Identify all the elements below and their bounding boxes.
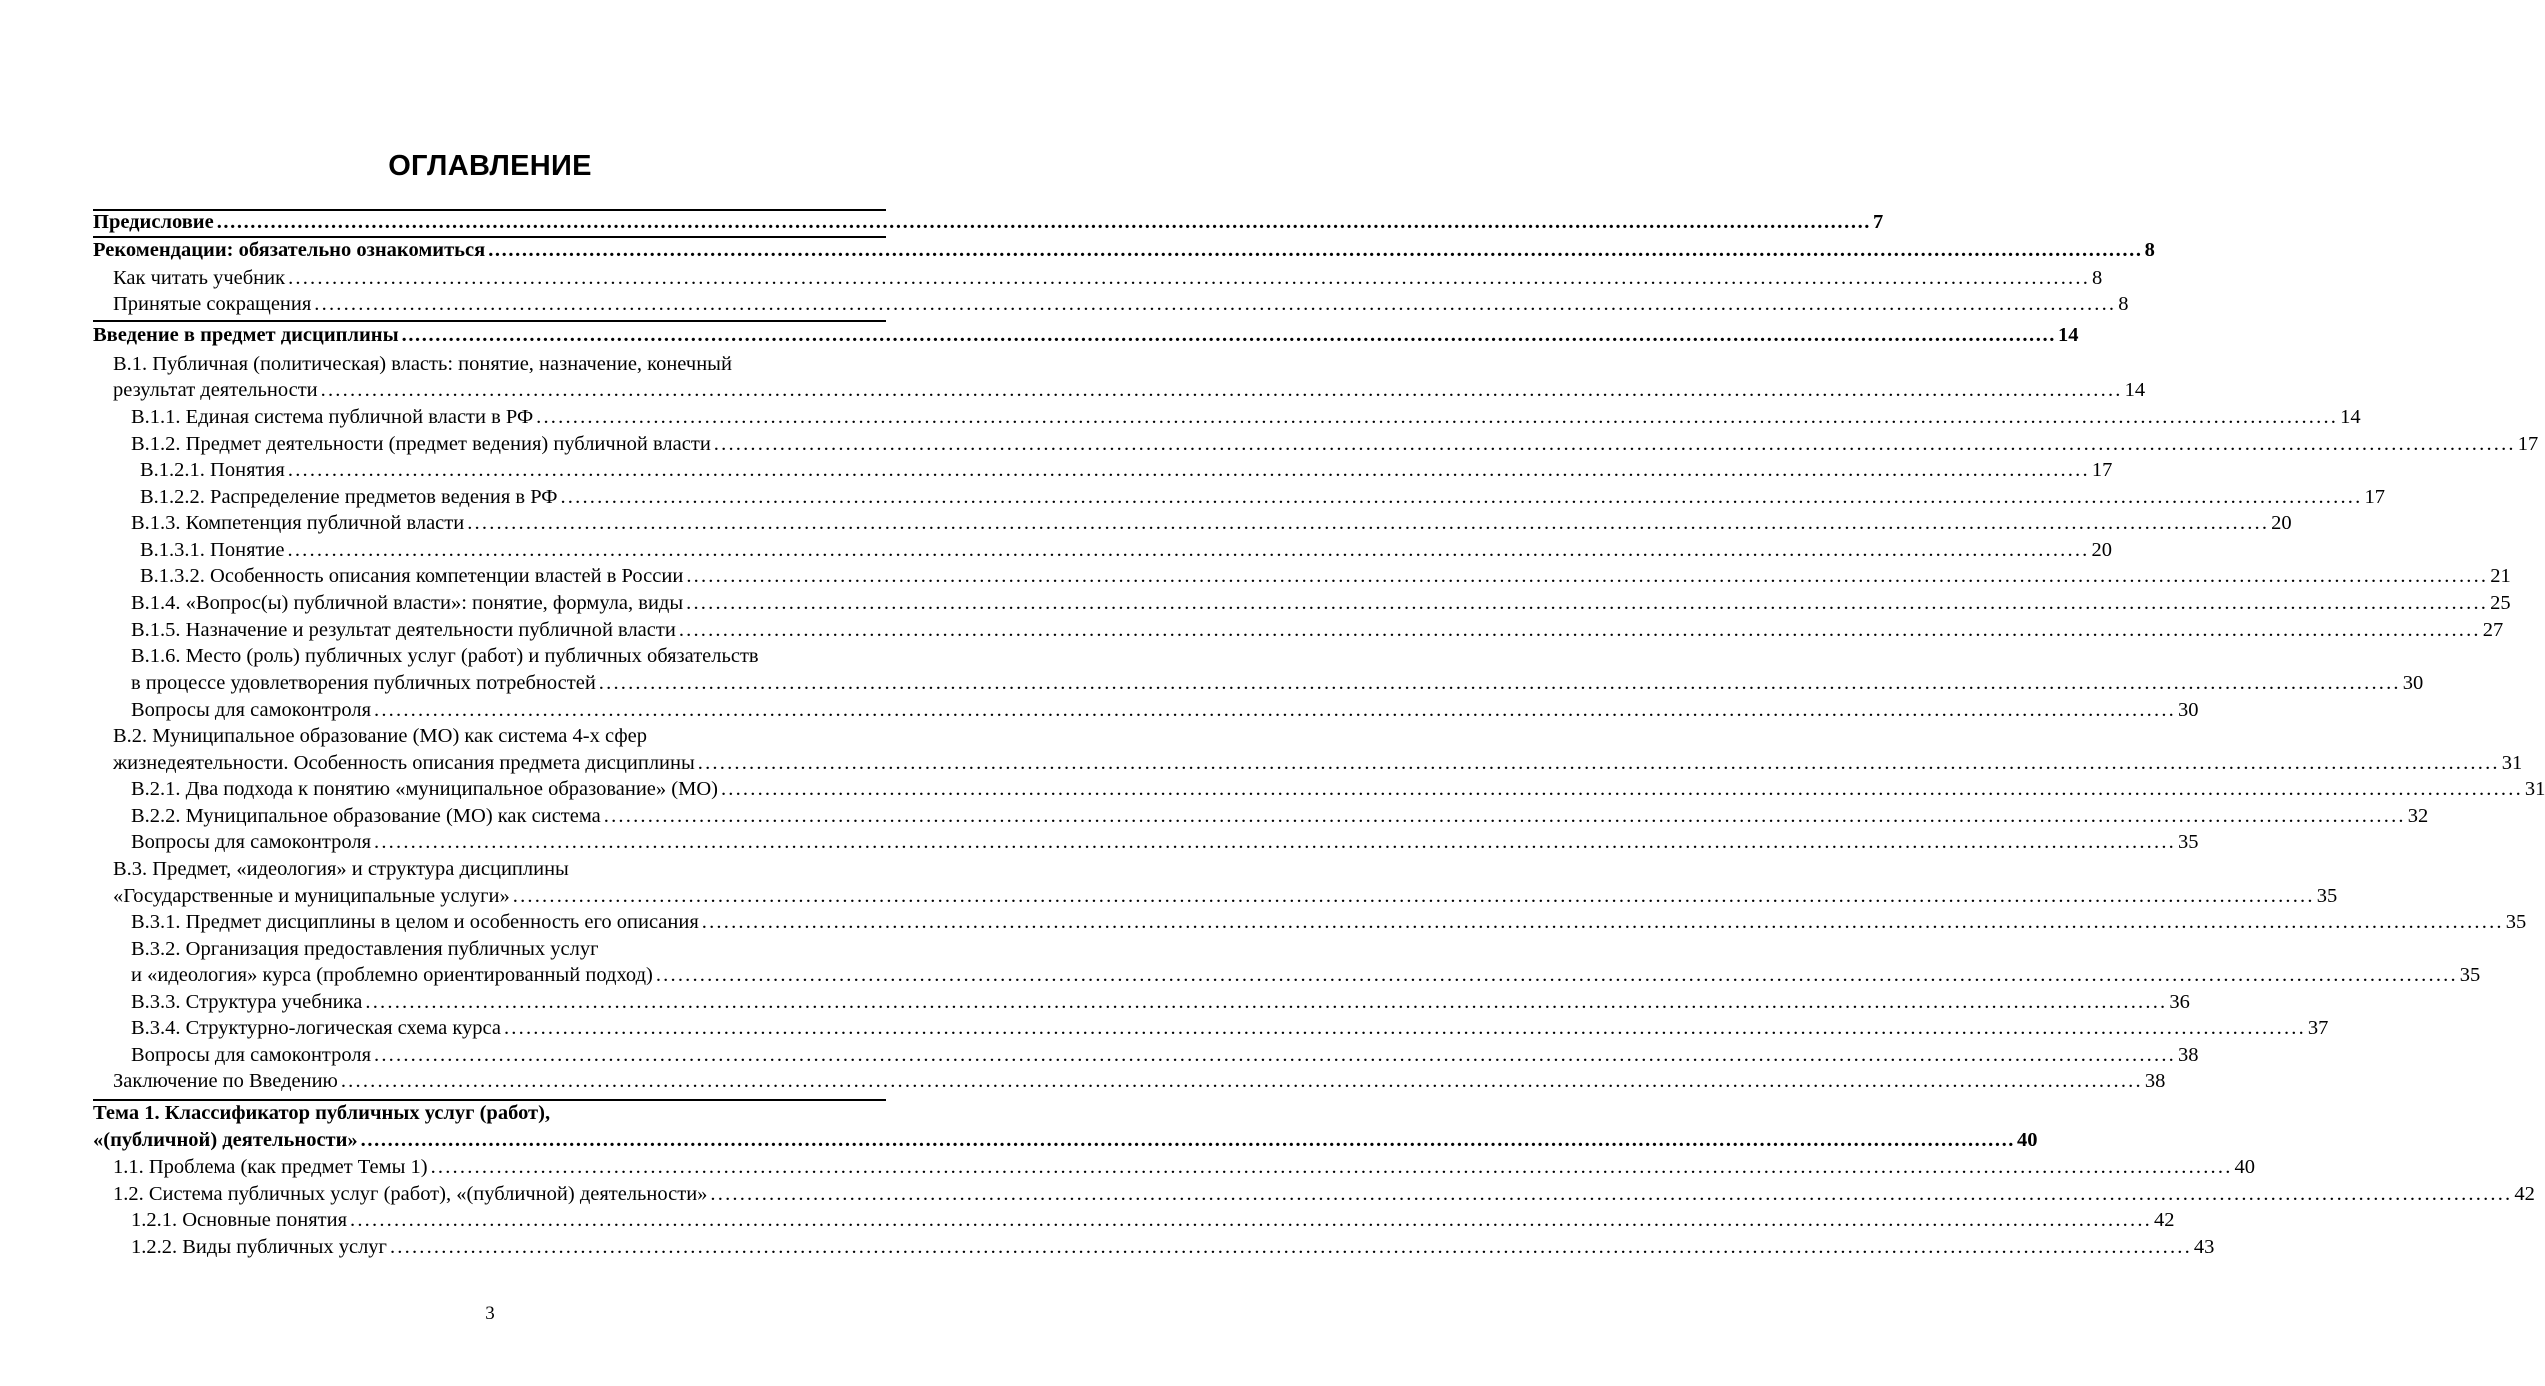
dot-leader: ......................................................................................................................................................................................................................................................	[720, 778, 2523, 800]
toc-entry[interactable]	[93, 291, 2129, 318]
dot-leader: ......................................................................................................................................................................................................................................................	[467, 512, 2270, 534]
dot-leader: ......................................................................................................................................................................................................................................................	[287, 539, 2090, 561]
toc-entry-page: 42	[2514, 1183, 2535, 1205]
toc-entry-title: Принятые сокращения	[113, 293, 312, 315]
dot-leader: ......................................................................................................................................................................................................................................................	[216, 211, 1872, 233]
toc-entry-page: 17	[2091, 459, 2113, 481]
toc-entry-page: 32	[2407, 805, 2429, 827]
toc-entry[interactable]	[93, 265, 2103, 292]
toc-entry[interactable]	[93, 322, 2079, 349]
toc-entry-title: В.1.2. Предмет деятельности (предмет ведения) публичной власти	[131, 433, 711, 455]
toc-entry-page: 25	[2490, 592, 2511, 614]
toc-entry-page: 14	[2057, 324, 2079, 346]
toc-entry[interactable]	[93, 590, 2511, 617]
toc-entry-page: 30	[2177, 699, 2199, 721]
toc-entry[interactable]	[93, 829, 2199, 856]
toc-entry[interactable]	[93, 457, 2113, 484]
toc-entry-page: 8	[2144, 239, 2155, 261]
toc-entry-page: 14	[2340, 406, 2361, 428]
toc-entry-page: 35	[2459, 964, 2481, 986]
toc-entry-title[interactable]: В.3.2. Организация предоставления публичных услуг	[131, 938, 599, 960]
toc-entry[interactable]	[93, 1127, 2038, 1154]
toc-entry-title[interactable]: В.2. Муниципальное образование (МО) как система 4-х сфер	[113, 725, 647, 747]
toc-entry[interactable]	[93, 697, 2199, 724]
toc-entry-title: 1.2.2. Виды публичных услуг	[131, 1236, 387, 1258]
toc-entry-page: 17	[2517, 433, 2539, 455]
toc-entry-title: Вопросы для самоконтроля	[131, 1044, 372, 1066]
toc-entry[interactable]	[93, 803, 2429, 830]
toc-entry-page: 21	[2490, 565, 2511, 587]
toc-entry[interactable]	[93, 989, 2190, 1016]
dot-leader: ......................................................................................................................................................................................................................................................	[560, 486, 2363, 508]
toc-entry[interactable]	[93, 909, 2527, 936]
toc-entry-title: «(публичной) деятельности»	[93, 1129, 358, 1151]
toc-entry-page: 8	[2092, 267, 2103, 289]
toc-entry-title[interactable]: В.1.6. Место (роль) публичных услуг (работ) и публичных обязательств	[131, 645, 759, 667]
toc-entry-title: в процессе удовлетворения публичных потребностей	[131, 672, 596, 694]
toc-entry-page: 38	[2144, 1070, 2166, 1092]
dot-leader: ......................................................................................................................................................................................................................................................	[287, 459, 2090, 481]
toc-entry-page: 30	[2402, 672, 2424, 694]
dot-leader: ......................................................................................................................................................................................................................................................	[314, 293, 2117, 315]
toc-entry-title: В.1.4. «Вопрос(ы) публичной власти»: понятие, формула, виды	[131, 592, 684, 614]
toc-entry-title: В.1.2.2. Распределение предметов ведения в РФ	[140, 486, 558, 508]
toc-entry-page: 42	[2153, 1209, 2175, 1231]
toc-entry-page: 8	[2118, 293, 2129, 315]
toc-entry[interactable]	[93, 563, 2511, 590]
toc-entry-page: 35	[2177, 831, 2199, 853]
dot-leader: ......................................................................................................................................................................................................................................................	[536, 406, 2339, 428]
toc-entry[interactable]	[93, 377, 2146, 404]
toc-entry-page: 27	[2482, 619, 2504, 641]
dot-leader: ......................................................................................................................................................................................................................................................	[389, 1236, 2192, 1258]
toc-entry-page: 40	[2234, 1156, 2256, 1178]
dot-leader: ......................................................................................................................................................................................................................................................	[710, 1183, 2513, 1205]
dot-leader: ......................................................................................................................................................................................................................................................	[655, 964, 2458, 986]
toc-entry[interactable]	[93, 1015, 2329, 1042]
dot-leader: ......................................................................................................................................................................................................................................................	[288, 267, 2091, 289]
toc-entry-title: «Государственные и муниципальные услуги»	[113, 885, 510, 907]
toc-entry-title: В.1.3. Компетенция публичной власти	[131, 512, 465, 534]
toc-entry[interactable]	[93, 670, 2424, 697]
dot-leader: ......................................................................................................................................................................................................................................................	[401, 324, 2056, 346]
toc-entry-page: 36	[2169, 991, 2190, 1013]
toc-entry-page: 37	[2307, 1017, 2329, 1039]
toc-entry-title: В.3.4. Структурно-логическая схема курса	[131, 1017, 501, 1039]
toc-entry-page: 35	[2316, 885, 2338, 907]
toc-entry[interactable]	[93, 617, 2504, 644]
dot-leader: ......................................................................................................................................................................................................................................................	[697, 752, 2500, 774]
dot-leader: ......................................................................................................................................................................................................................................................	[365, 991, 2168, 1013]
toc-entry-title: В.2.2. Муниципальное образование (МО) как система	[131, 805, 601, 827]
toc-entry-page: 31	[2501, 752, 2523, 774]
toc-entry-page: 40	[2017, 1129, 2038, 1151]
toc-entry[interactable]	[93, 1207, 2175, 1234]
dot-leader: ......................................................................................................................................................................................................................................................	[512, 885, 2315, 907]
dot-leader: ......................................................................................................................................................................................................................................................	[701, 911, 2504, 933]
toc-title: ОГЛАВЛЕНИЕ	[388, 150, 592, 182]
toc-entry-title: 1.2. Система публичных услуг (работ), «(публичной) деятельности»	[113, 1183, 708, 1205]
toc-entry[interactable]	[93, 484, 2385, 511]
toc-entry-title[interactable]: В.1. Публичная (политическая) власть: понятие, назначение, конечный	[113, 353, 732, 375]
toc-entry-title: Введение в предмет дисциплины	[93, 324, 399, 346]
dot-leader: ......................................................................................................................................................................................................................................................	[488, 239, 2143, 261]
toc-entry-title: 1.1. Проблема (как предмет Темы 1)	[113, 1156, 428, 1178]
toc-entry[interactable]	[93, 962, 2481, 989]
toc-entry-page: 31	[2524, 778, 2545, 800]
toc-entry-page: 43	[2193, 1236, 2215, 1258]
dot-leader: ......................................................................................................................................................................................................................................................	[374, 831, 2176, 853]
toc-entry-title: 1.2.1. Основные понятия	[131, 1209, 348, 1231]
toc-entry-page: 20	[2271, 512, 2292, 534]
toc-entry[interactable]	[93, 537, 2112, 564]
toc-entry-title: В.1.3.2. Особенность описания компетенции властей в России	[140, 565, 684, 587]
toc-entry-title: В.3.1. Предмет дисциплины в целом и особенность его описания	[131, 911, 699, 933]
toc-entry-page: 14	[2124, 379, 2146, 401]
dot-leader: ......................................................................................................................................................................................................................................................	[374, 1044, 2176, 1066]
toc-entry-page: 7	[1873, 211, 1884, 233]
toc-entry[interactable]	[93, 209, 1884, 236]
toc-entry[interactable]	[93, 404, 2361, 431]
toc-entry-title[interactable]: Тема 1. Классификатор публичных услуг (работ),	[93, 1102, 551, 1124]
toc-entry-title: В.1.2.1. Понятия	[140, 459, 285, 481]
toc-entry[interactable]	[93, 1042, 2199, 1069]
toc-entry-page: 20	[2091, 539, 2112, 561]
toc-entry-title: и «идеология» курса (проблемно ориентированный подход)	[131, 964, 653, 986]
toc-entry-title: Вопросы для самоконтроля	[131, 831, 372, 853]
dot-leader: ......................................................................................................................................................................................................................................................	[430, 1156, 2233, 1178]
dot-leader: ......................................................................................................................................................................................................................................................	[686, 592, 2489, 614]
toc-entry[interactable]	[93, 1181, 2535, 1208]
toc-entry-title: В.3.3. Структура учебника	[131, 991, 363, 1013]
toc-entry-page: 38	[2177, 1044, 2199, 1066]
toc-entry-title: Предисловие	[93, 211, 214, 233]
dot-leader: ......................................................................................................................................................................................................................................................	[340, 1070, 2143, 1092]
toc-entry-title: Как читать учебник	[113, 267, 286, 289]
toc-entry[interactable]	[93, 883, 2338, 910]
toc-entry[interactable]	[93, 776, 2545, 803]
toc-entry[interactable]	[93, 1234, 2215, 1261]
toc-entry[interactable]	[93, 1154, 2256, 1181]
toc-entry-page: 35	[2505, 911, 2527, 933]
dot-leader: ......................................................................................................................................................................................................................................................	[686, 565, 2489, 587]
toc-entry-title: жизнедеятельности. Особенность описания предмета дисциплины	[113, 752, 695, 774]
dot-leader: ......................................................................................................................................................................................................................................................	[598, 672, 2401, 694]
toc-entry[interactable]	[93, 510, 2292, 537]
dot-leader: ......................................................................................................................................................................................................................................................	[360, 1129, 2016, 1151]
toc-entry-title: В.2.1. Два подхода к понятию «муниципальное образование» (МО)	[131, 778, 718, 800]
toc-entry-title[interactable]: В.3. Предмет, «идеология» и структура дисциплины	[113, 858, 569, 880]
toc-entry-page: 17	[2364, 486, 2385, 508]
dot-leader: ......................................................................................................................................................................................................................................................	[503, 1017, 2306, 1039]
toc-entry-title: В.1.1. Единая система публичной власти в РФ	[131, 406, 534, 428]
toc-entry-title: результат деятельности	[113, 379, 318, 401]
dot-leader: ......................................................................................................................................................................................................................................................	[678, 619, 2481, 641]
toc-entry-title: Заключение по Введению	[113, 1070, 338, 1092]
toc-entry[interactable]	[93, 237, 2155, 264]
dot-leader: ......................................................................................................................................................................................................................................................	[603, 805, 2406, 827]
toc-entry[interactable]	[93, 1068, 2166, 1095]
page-number: 3	[485, 1303, 495, 1324]
dot-leader: ......................................................................................................................................................................................................................................................	[374, 699, 2176, 721]
toc-entry-title: Вопросы для самоконтроля	[131, 699, 372, 721]
dot-leader: ......................................................................................................................................................................................................................................................	[320, 379, 2123, 401]
toc-entry-title: В.1.5. Назначение и результат деятельности публичной власти	[131, 619, 676, 641]
dot-leader: ......................................................................................................................................................................................................................................................	[350, 1209, 2152, 1231]
toc-entry[interactable]	[93, 750, 2523, 777]
dot-leader: ......................................................................................................................................................................................................................................................	[713, 433, 2516, 455]
toc-entry-title: Рекомендации: обязательно ознакомиться	[93, 239, 486, 261]
toc-entry-title: В.1.3.1. Понятие	[140, 539, 285, 561]
toc-entry[interactable]	[93, 431, 2539, 458]
